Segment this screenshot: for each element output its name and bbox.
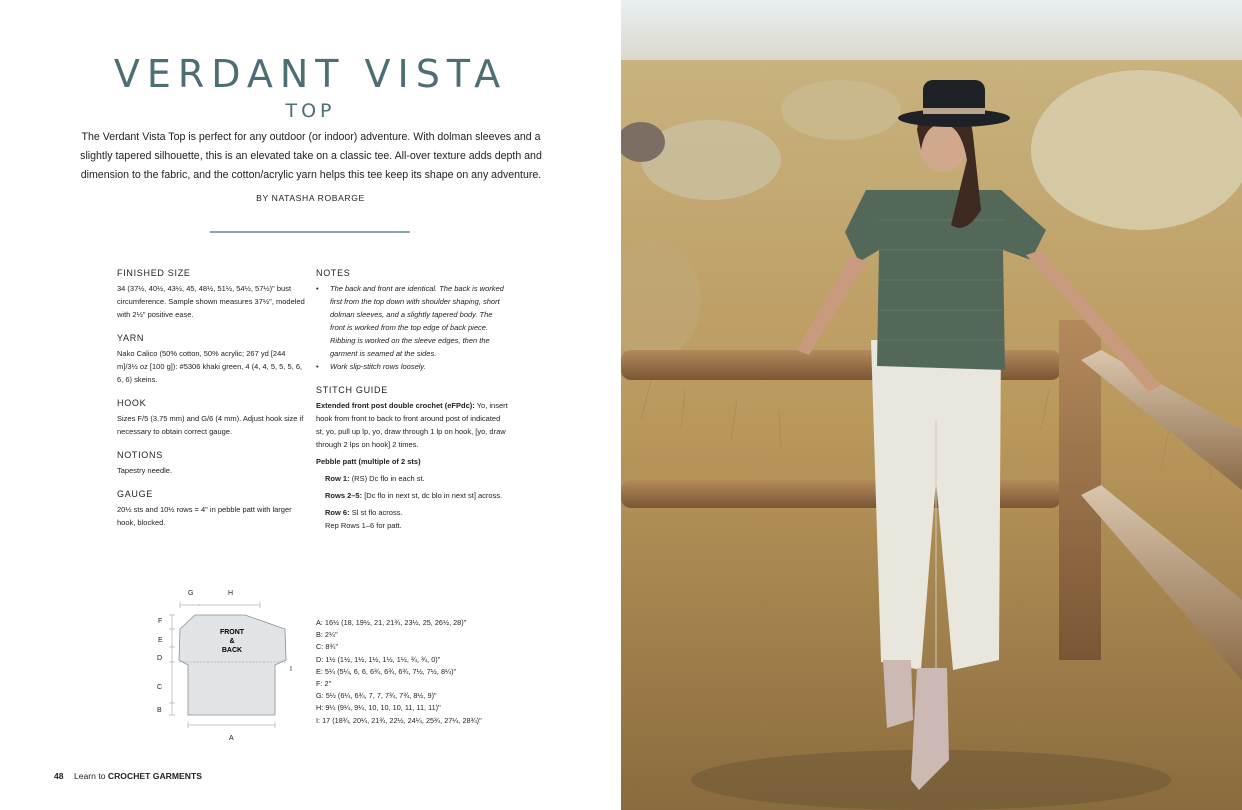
pebble-row-1 xyxy=(316,472,508,485)
measurement-item: H: 9¼ (9¼, 9¼, 10, 10, 10, 11, 11, 11)" xyxy=(316,703,441,713)
dim-label-i: I xyxy=(290,666,292,673)
dim-label-f: F xyxy=(158,618,163,625)
stitch-guide-section xyxy=(316,384,508,532)
measurement-item: A: 16½ (18, 19½, 21, 21¾, 23½, 25, 26½, 28)" xyxy=(316,618,467,627)
row-term: Rows 2–5: xyxy=(325,491,363,500)
intro-paragraph: The Verdant Vista Top is perfect for any outdoor (or indoor) adventure. With dolman sleeves and a slightly tapered silhouette, this is an elevated take on a classic tee. All-over texture adds depth and dimension to the fabric, and the cotton/acrylic yarn helps this tee keep its shape on any adventure. xyxy=(80,131,542,181)
section-text: Nako Calico (50% cotton, 50% acrylic; 267 yd [244 m]/3½ oz [100 g]): #5306 khaki green, 4 (4, 4, 5, 5, 5, 6, 6, 6) skeins. xyxy=(117,349,303,384)
schematic-label-amp: & xyxy=(229,638,235,645)
notes-section xyxy=(316,267,508,373)
pebble-heading: Pebble patt (multiple of 2 sts) xyxy=(316,457,421,466)
photo-illustration xyxy=(621,0,1242,810)
finished-size-section xyxy=(117,267,307,321)
row-text: [Dc flo in next st, dc blo in next st] across. xyxy=(364,491,503,500)
row-text: (RS) Dc flo in each st. xyxy=(351,474,425,483)
hook-section xyxy=(117,397,307,438)
note-item: • The back and front are identical. The back is worked first from the top down with shoulder shaping, short dolman sleeves, and a slightly tapered body. The front is worked from the top edge of back piece. Ribbing is worked on the sleeve edges, then the garment is seamed at the sides. xyxy=(316,282,508,360)
section-text: Tapestry needle. xyxy=(117,466,173,475)
schematic-label-front: FRONT xyxy=(219,629,245,636)
pattern-title: VERDANT VISTA xyxy=(113,52,508,96)
schematic-label-back: BACK xyxy=(221,647,243,654)
section-heading: STITCH GUIDE xyxy=(316,385,388,395)
measurement-item: D: 1½ (1½, 1½, 1½, 1½, 1½, ¾, ¾, 0)" xyxy=(316,654,441,664)
page-footer xyxy=(54,771,202,781)
section-text: 20½ sts and 10½ rows = 4" in pebble patt with larger hook, blocked. xyxy=(117,505,292,527)
section-heading: FINISHED SIZE xyxy=(117,268,191,278)
designer-byline: BY NATASHA ROBARGE xyxy=(256,193,365,203)
measurements-list xyxy=(316,617,546,727)
measurement-item: F: 2" xyxy=(316,679,332,689)
pebble-repeat: Rep Rows 1–6 for patt. xyxy=(325,521,402,530)
stitch-text: Yo, insert hook from front to back to front around post of indicated st, yo, pull up lp, yo, draw through 1 lp on hook, [yo, draw through 2 lps on hook] 2 times. xyxy=(316,401,508,449)
measurement-item: G: 5½ (6¼, 6¾, 7, 7, 7¾, 7¾, 8½, 9)" xyxy=(316,691,437,701)
section-heading: GAUGE xyxy=(117,489,154,499)
dim-label-c: C xyxy=(157,684,163,691)
section-heading: NOTES xyxy=(316,268,351,278)
divider-rule xyxy=(210,231,410,233)
running-head-title: CROCHET GARMENTS xyxy=(107,771,202,781)
section-heading: NOTIONS xyxy=(117,450,163,460)
row-term: Row 6: xyxy=(325,508,350,517)
dim-label-d: D xyxy=(157,655,163,662)
page-number: 48 xyxy=(54,771,64,781)
measurement-item: C: 8¾" xyxy=(316,642,339,652)
notes-column xyxy=(316,267,508,543)
note-item: • Work slip-stitch rows loosely. xyxy=(316,360,508,373)
measurement-item: B: 2¼" xyxy=(316,630,338,640)
section-text: Sizes F/5 (3.75 mm) and G/6 (4 mm). Adjust hook size if necessary to obtain correct gauge. xyxy=(117,414,304,436)
running-head-prefix: Learn to xyxy=(73,771,106,781)
section-text: 34 (37½, 40½, 43½, 45, 48½, 51½, 54½, 57½)" bust circumference. Sample shown measures 37½", modeled with 2½" positive ease. xyxy=(117,284,305,319)
dim-label-a: A xyxy=(229,735,234,742)
yarn-section xyxy=(117,332,307,386)
row-text: Sl st flo across. xyxy=(351,508,403,517)
dim-label-g: G xyxy=(188,590,194,597)
efpdc-definition xyxy=(316,399,508,451)
dim-label-h: H xyxy=(228,590,234,597)
gauge-section xyxy=(117,488,307,529)
dim-label-e: E xyxy=(158,637,163,644)
stitch-term: Extended front post double crochet (eFPdc): xyxy=(316,401,475,410)
row-term: Row 1: xyxy=(325,474,350,483)
model-photo xyxy=(621,0,1242,810)
garment-schematic xyxy=(150,585,310,745)
dim-label-b: B xyxy=(157,707,162,714)
pattern-subtitle: TOP xyxy=(285,100,336,122)
section-heading: HOOK xyxy=(117,398,147,408)
pebble-rows-2-5 xyxy=(316,489,508,502)
materials-column xyxy=(117,267,307,540)
notes-list xyxy=(316,282,508,373)
measurement-item: I: 17 (18¾, 20¼, 21¾, 22½, 24¼, 25¾, 27¼, 28¾)" xyxy=(316,715,482,725)
pebble-row-6 xyxy=(316,506,508,519)
section-heading: YARN xyxy=(117,333,145,343)
measurement-item: E: 5¼ (5¼, 6, 6, 6¾, 6¾, 6¾, 7½, 7½, 8¼)" xyxy=(316,666,457,676)
notions-section xyxy=(117,449,307,477)
